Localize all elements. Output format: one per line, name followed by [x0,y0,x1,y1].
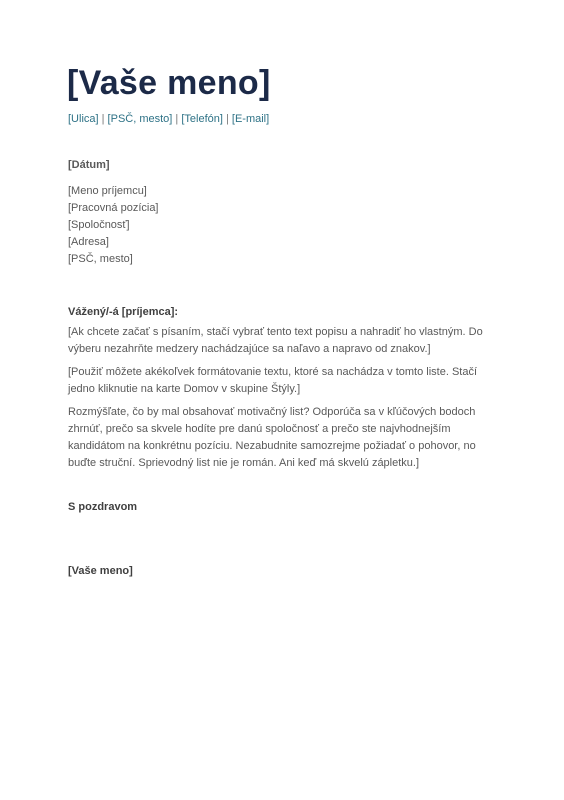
contact-street[interactable]: [Ulica] [68,113,99,125]
body-paragraph[interactable]: [Ak chcete začať s písaním, stačí vybrať tento text popisu a nahradiť ho vlastným. Do výberu nezahrňte medzery nachádzajúce sa naľavo a napravo od znakov.] [68,326,483,355]
body-paragraph[interactable]: Rozmýšľate, čo by mal obsahovať motivačný list? Odporúča sa v kľúčových bodoch zhrnúť, prečo sa skvele hodíte pre danú spoločnosť a prečo ste najvhodnejším kandidátom na konkrétnu pozíciu. Nezabudnite samozrejme požiadať o pohovor, no buďte struční. Sprievodný list nie je román. Ani keď má skvelú zápletku.] [68,406,476,469]
letter-body [68,324,498,478]
recipient-position[interactable]: [Pracovná pozícia] [68,202,159,214]
closing[interactable]: S pozdravom [68,501,138,513]
contact-separator: | [225,113,229,125]
signature-name[interactable]: [Vaše meno] [68,565,133,577]
recipient-company[interactable]: [Spoločnosť] [68,219,130,231]
recipient-address[interactable]: [Adresa] [68,236,109,248]
sender-name[interactable]: [Vaše meno] [67,64,271,102]
contact-email[interactable]: [E-mail] [231,113,270,125]
contact-separator: | [101,113,105,125]
contact-phone[interactable]: [Telefón] [181,113,223,125]
contact-line [68,113,269,125]
recipient-name[interactable]: [Meno príjemcu] [68,185,147,197]
letter-date[interactable]: [Dátum] [68,159,110,171]
recipient-zip-city[interactable]: [PSČ, mesto] [68,253,133,265]
contact-separator: | [175,113,179,125]
recipient-block [68,183,159,268]
salutation[interactable]: Vážený/-á [príjemca]: [68,306,179,318]
contact-zip-city[interactable]: [PSČ, mesto] [107,113,173,125]
body-paragraph[interactable]: [Použiť môžete akékoľvek formátovanie textu, ktoré sa nachádza v tomto liste. Stačí jedno kliknutie na karte Domov v skupine Štýly.] [68,366,478,395]
